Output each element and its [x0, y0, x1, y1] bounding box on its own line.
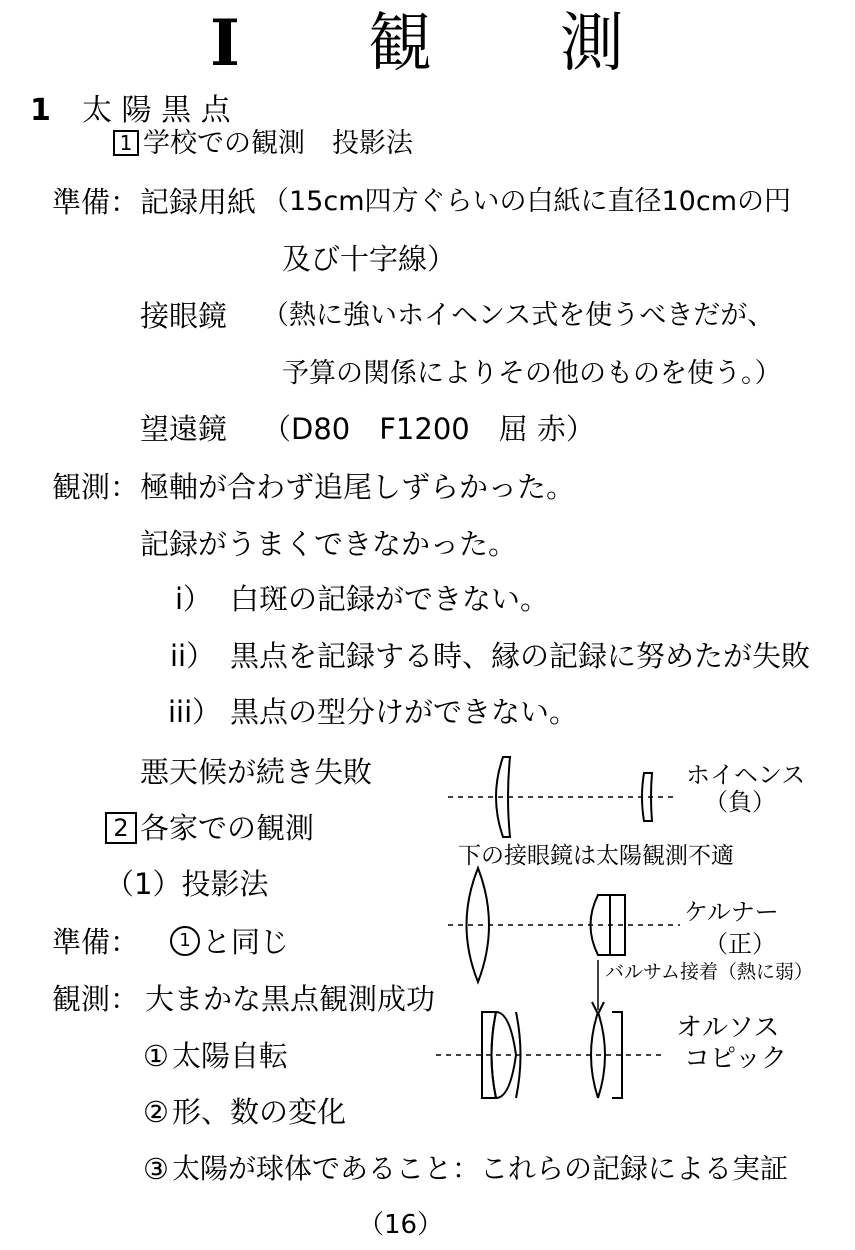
- sub2-title: 各家での観測: [140, 811, 315, 845]
- obs2-item2-num: ②: [143, 1095, 169, 1129]
- section-number: 1: [30, 93, 51, 128]
- balsam-note: バルサム接着（熱に弱）: [605, 961, 814, 983]
- kellner-sign: （正）: [704, 930, 776, 958]
- obs1-item2-num: ii）: [170, 639, 216, 673]
- obs1-label: 観測：: [52, 470, 140, 504]
- prep1-item2-line1: （熱に強いホイヘンス式を使うべきだが、: [262, 300, 775, 331]
- sub1-title: 学校での観測 投影法: [143, 128, 413, 159]
- prep1-item1-line2: 及び十字線）: [282, 242, 457, 276]
- obs2-item3-text: 太陽が球体であること：これらの記録による実証: [172, 1152, 789, 1185]
- obs2-item1-text: 太陽自転: [172, 1039, 289, 1073]
- chapter-title: 観 測: [368, 7, 624, 81]
- ortho-label-2: コピック: [684, 1044, 787, 1074]
- page-number: （16）: [358, 1210, 444, 1240]
- huygens-label: ホイヘンス: [686, 761, 806, 789]
- prep1-item3-name: 望遠鏡: [140, 412, 228, 446]
- kellner-label: ケルナー: [684, 898, 779, 926]
- prep1-item1-name: 記録用紙: [140, 185, 257, 219]
- huygens-sign: （負）: [704, 788, 776, 816]
- obs1-item1-text: 白斑の記録ができない。: [230, 582, 550, 616]
- section-title: 太 陽 黒 点: [82, 93, 231, 128]
- prep1-item2-line2: 予算の関係によりその他のものを使う。）: [282, 358, 782, 389]
- huygens-eye-lens: [642, 773, 652, 821]
- obs1-item1-num: i）: [175, 582, 213, 616]
- obs1-item3-text: 黒点の型分けができない。: [230, 695, 579, 729]
- obs2-item3-num: ③: [143, 1152, 169, 1186]
- obs2-line1: 大まかな黒点観測成功: [145, 982, 436, 1016]
- ortho-field-lens-mid: [492, 1012, 517, 1098]
- prep2-label: 準備：: [52, 925, 140, 959]
- obs2-label: 観測：: [52, 982, 140, 1016]
- prep1-label: 準備：: [52, 185, 140, 219]
- prep1-item2-name: 接眼鏡: [140, 299, 228, 333]
- obs2-item2-text: 形、数の変化: [172, 1095, 347, 1129]
- obs1-line1: 極軸が合わず追尾しずらかった。: [140, 470, 576, 504]
- prep1-item1-line1: （15cm四方ぐらいの白紙に直径10cmの円: [262, 186, 792, 217]
- method-label: （1）投影法: [105, 867, 269, 901]
- obs1-item2-text: 黒点を記録する時、縁の記録に努めたが失敗: [230, 639, 811, 673]
- diagram-note: 下の接眼鏡は太陽観測不適: [458, 843, 734, 869]
- obs1-line2: 記録がうまくできなかった。: [140, 527, 518, 561]
- prep1-item3-spec: （D80 F1200 屈 赤）: [262, 412, 595, 446]
- obs2-item1-num: ①: [143, 1039, 169, 1073]
- prep2-text: と同じ: [202, 925, 290, 959]
- chapter-number: I: [210, 6, 240, 81]
- sub2-number-box: 2: [105, 812, 137, 844]
- prep2-ref-circle: 1: [170, 926, 200, 956]
- sub1-number-box: 1: [113, 130, 139, 156]
- ortho-label-1: オルソス: [676, 1013, 780, 1043]
- obs1-item3-num: iii）: [168, 695, 222, 729]
- obs1-weather: 悪天候が続き失敗: [140, 755, 373, 789]
